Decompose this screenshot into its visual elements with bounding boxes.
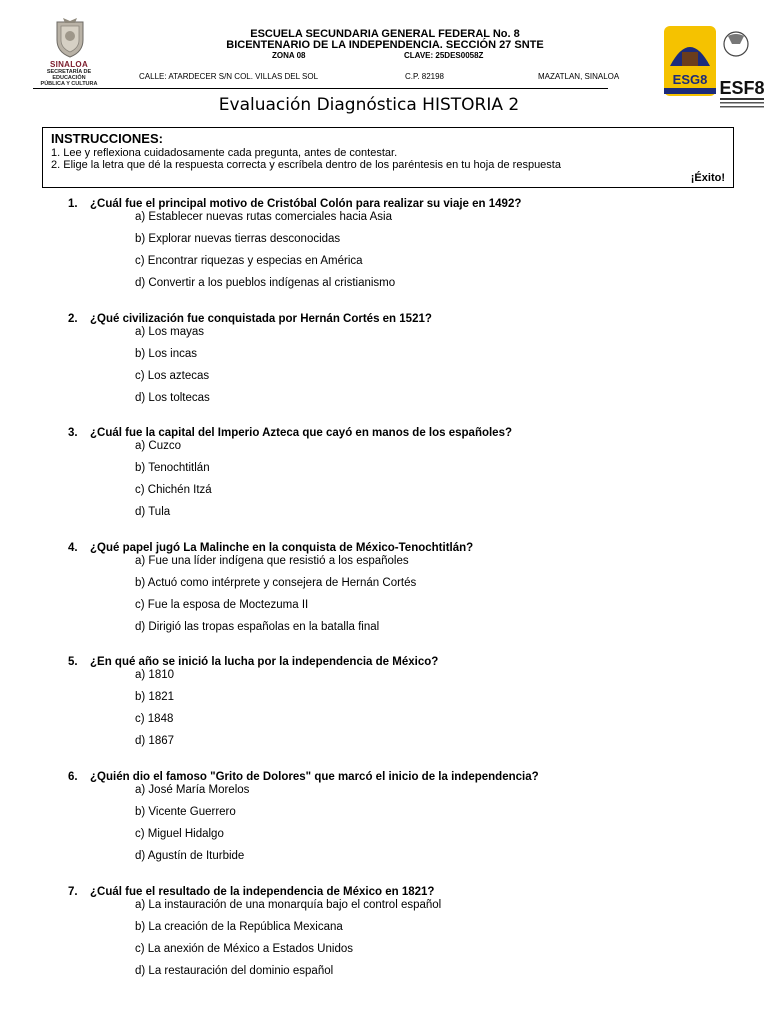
sinaloa-logo: [33, 16, 105, 92]
option-6d: d) Agustín de Iturbide: [135, 850, 245, 862]
option-3d: d) Tula: [135, 506, 171, 518]
option-1b: b) Explorar nuevas tierras desconocidas: [135, 233, 341, 245]
sinaloa-logo-label: SINALOA: [49, 60, 89, 69]
coat-of-arms-icon: [53, 16, 87, 58]
option-4b: b) Actuó como intérprete y consejera de Hernán Cortés: [135, 577, 417, 589]
instructions-box: [42, 127, 734, 188]
option-6a: a) José María Morelos: [135, 784, 250, 796]
clave-label: CLAVE: 25DES0058Z: [404, 51, 484, 60]
question-3: 3. ¿Cuál fue la capital del Imperio Azteca que cayó en manos de los españoles?: [68, 427, 513, 439]
esf8-text: ESF8: [719, 78, 765, 98]
closing-text: ¡Éxito!: [690, 172, 725, 184]
secretaria-text: SECRETARÍA DE EDUCACIÓN PÚBLICA Y CULTURA: [40, 69, 98, 87]
header-divider: [33, 88, 608, 89]
page-title: Evaluación Diagnóstica HISTORIA 2: [218, 95, 520, 115]
option-5c: c) 1848: [135, 713, 174, 725]
question-4: 4. ¿Qué papel jugó La Malinche en la conquista de México-Tenochtitlán?: [68, 542, 474, 554]
option-5a: a) 1810: [135, 669, 175, 681]
option-2a: a) Los mayas: [135, 326, 205, 338]
option-3a: a) Cuzco: [135, 440, 182, 452]
instruction-2: 2. Elige la letra que dé la respuesta correcta y escríbela dentro de los paréntesis en tu hoja de respuesta: [51, 159, 561, 171]
question-6: 6. ¿Quién dio el famoso "Grito de Dolores" que marcó el inicio de la independencia?: [68, 771, 539, 783]
option-7b: b) La creación de la República Mexicana: [135, 921, 343, 933]
address-label: CALLE: ATARDECER S/N COL. VILLAS DEL SOL: [139, 72, 319, 81]
option-2d: d) Los toltecas: [135, 392, 210, 404]
option-4d: d) Dirigió las tropas españolas en la batalla final: [135, 621, 380, 633]
option-5b: b) 1821: [135, 691, 175, 703]
school-name: ESCUELA SECUNDARIA GENERAL FEDERAL No. 8: [250, 28, 520, 40]
option-7d: d) La restauración del dominio español: [135, 965, 334, 977]
option-2c: c) Los aztecas: [135, 370, 210, 382]
question-7: 7. ¿Cuál fue el resultado de la independencia de México en 1821?: [68, 886, 435, 898]
option-2b: b) Los incas: [135, 348, 198, 360]
option-7c: c) La anexión de México a Estados Unidos: [135, 943, 353, 955]
question-2: 2. ¿Qué civilización fue conquistada por Hernán Cortés en 1521?: [68, 313, 432, 325]
option-1c: c) Encontrar riquezas y especias en América: [135, 255, 363, 267]
option-7a: a) La instauración de una monarquía bajo el control español: [135, 899, 442, 911]
instructions-heading: INSTRUCCIONES:: [51, 131, 163, 146]
school-subtitle: BICENTENARIO DE LA INDEPENDENCIA. SECCIÓN 27 SNTE: [226, 39, 544, 51]
option-1d: d) Convertir a los pueblos indígenas al cristianismo: [135, 277, 396, 289]
option-1a: a) Establecer nuevas rutas comerciales hacia Asia: [135, 211, 392, 223]
option-3c: c) Chichén Itzá: [135, 484, 212, 496]
city-label: MAZATLAN, SINALOA: [538, 72, 620, 81]
question-5: 5. ¿En qué año se inició la lucha por la independencia de México?: [68, 656, 439, 668]
instruction-1: 1. Lee y reflexiona cuidadosamente cada pregunta, antes de contestar.: [51, 147, 398, 159]
option-4a: a) Fue una líder indígena que resistió a los españoles: [135, 555, 409, 567]
esg8-text: ESG8: [672, 72, 708, 87]
option-6c: c) Miguel Hidalgo: [135, 828, 224, 840]
option-4c: c) Fue la esposa de Moctezuma II: [135, 599, 309, 611]
postal-code-label: C.P. 82198: [405, 72, 444, 81]
option-5d: d) 1867: [135, 735, 175, 747]
question-1: 1. ¿Cuál fue el principal motivo de Cristóbal Colón para realizar su viaje en 1492?: [68, 198, 522, 210]
option-3b: b) Tenochtitlán: [135, 462, 210, 474]
zona-label: ZONA 08: [272, 51, 306, 60]
option-6b: b) Vicente Guerrero: [135, 806, 236, 818]
